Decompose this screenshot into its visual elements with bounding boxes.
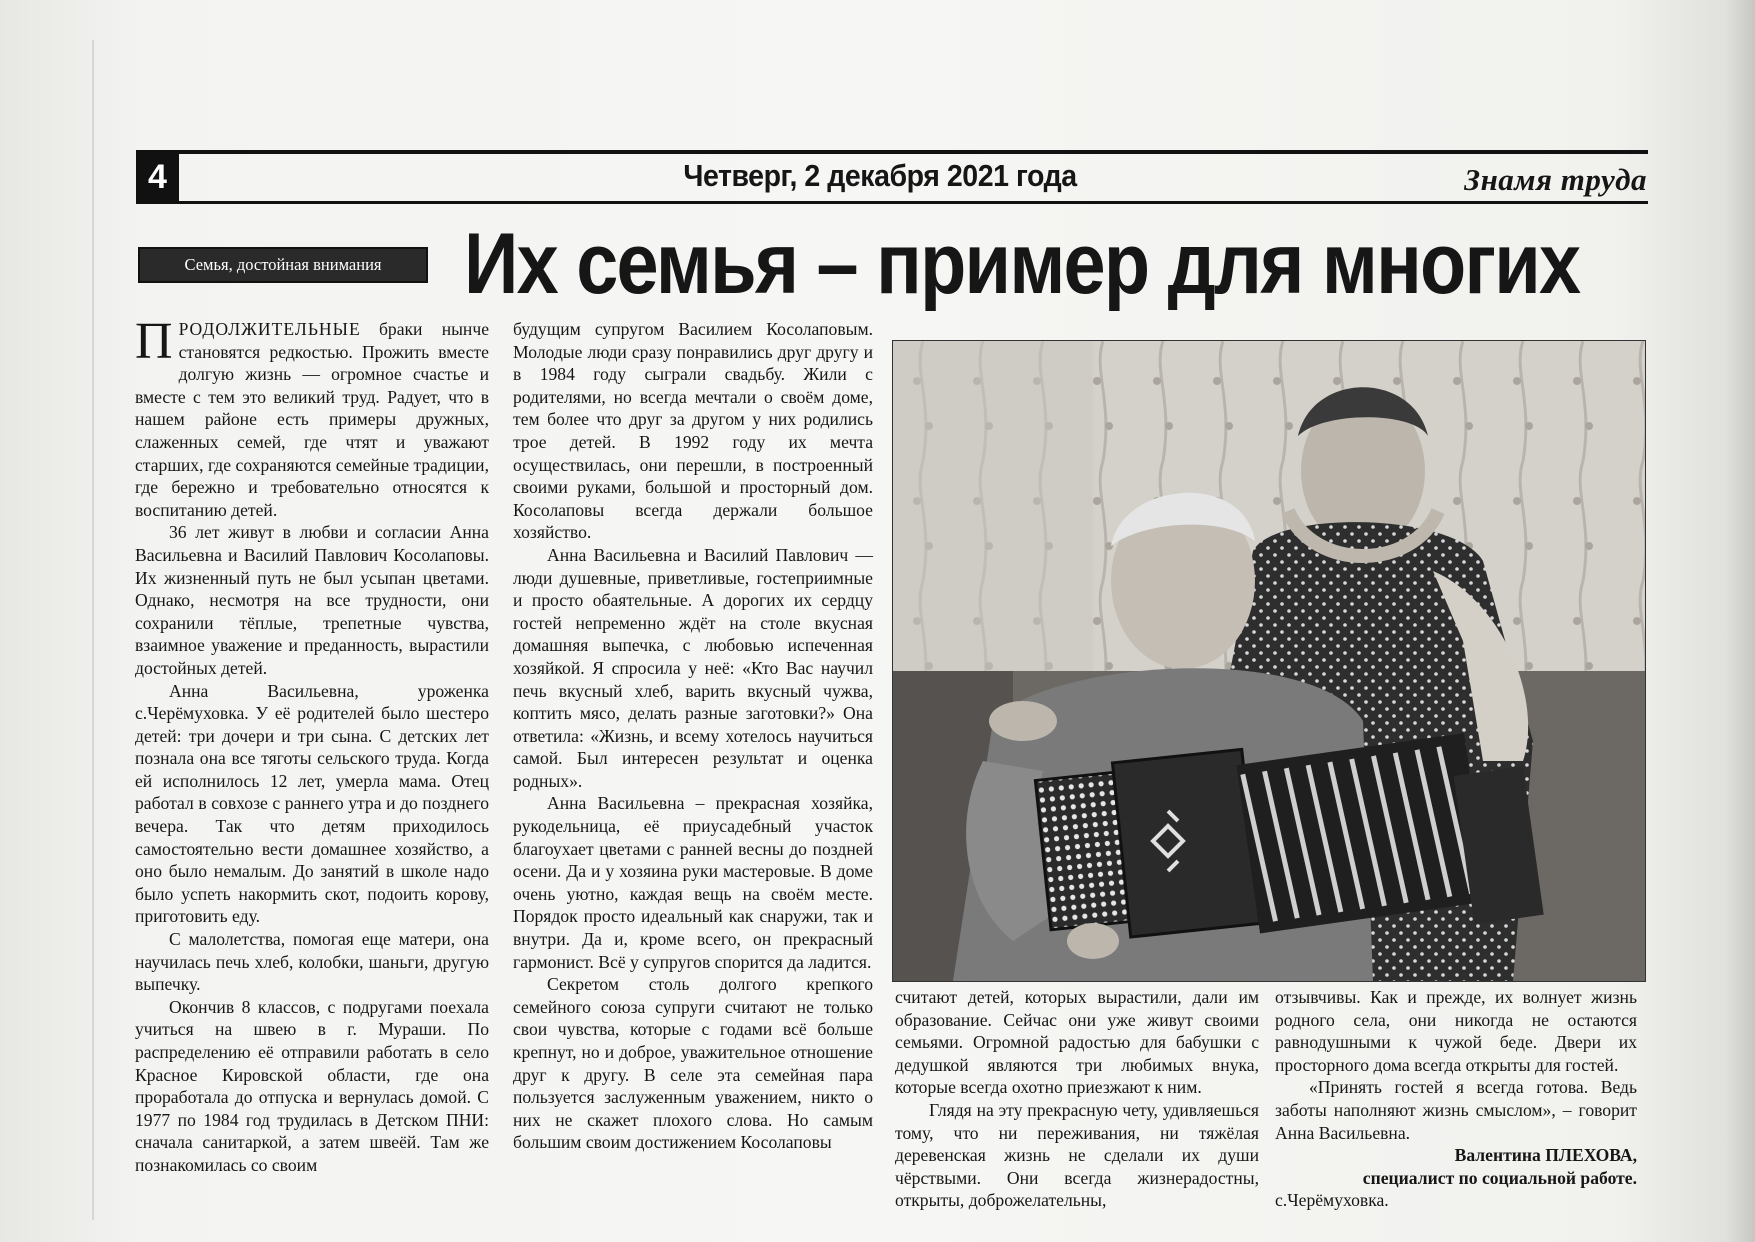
paragraph: Секретом столь долгого крепкого семейного союза супруги считают не только свои чувства, которые с годами всё больше крепнут, но и доброе, уважительное отношение друг к другу. В селе эта семейная пара пользуется заслуженным уважением, никто о них не скажет плохого слова. Но самым большим своим достижением Косолаповы bbox=[513, 974, 873, 1153]
paragraph-text: Е браки нынче становятся редкостью. Прожить вместе долгую жизнь — огромное счастье и вместе с тем это великий труд. Радует, что в нашем районе есть примеры дружных, слаженных семей, где чтят и уважают старших, где сохраняются семейные традиции, где бережно и требовательно относятся к воспитанию детей. bbox=[135, 319, 489, 520]
author-name: Валентина ПЛЕХОВА, bbox=[1454, 1145, 1637, 1166]
paragraph: 36 лет живут в любви и согласии Анна Васильевна и Василий Павлович Косолаповы. Их жизненный путь не был усыпан цветами. Однако, несмотря на все трудности, они сохранили тёплые, трепетные чувства, взаимное уважение и преданность, вырастили достойных детей. bbox=[135, 522, 489, 678]
paragraph: «Принять гостей я всегда готова. Ведь заботы наполняют жизнь смыслом», – говорит Анна Васильевна. bbox=[1275, 1077, 1637, 1143]
paragraph: будущим супругом Василием Косолаповым. Молодые люди сразу понравились друг другу и в 1984 году сыграли свадьбу. Жили с родителями, но всегда мечтали о своём доме, тем более что друг за другом у них родились трое детей. В 1992 году их мечта осуществилась, они перешли, в построенный своими руками, большой и просторный дом. Косолаповы всегда держали большое хозяйство. bbox=[513, 319, 873, 543]
paragraph bbox=[135, 313, 489, 521]
author-role: специалист по социальной работе. bbox=[1362, 1167, 1637, 1188]
article-column-3 bbox=[895, 986, 1259, 1212]
paragraph: Анна Васильевна, уроженка с.Черёмуховка. У её родителей было шестеро детей: три дочери и три сына. С детских лет познала она все тяготы сельского труда. Когда ей исполнилось 12 лет, умерла мама. Отец работал в совхозе с раннего утра и до позднего вечера. Так что детям приходилось самостоятельно вести домашнее хозяйство, а оно было немалым. До занятий в школе надо было успеть накормить скот, подоить корову, приготовить еду. bbox=[135, 680, 489, 927]
paragraph: Окончив 8 классов, с подругами поехала учиться на швею в г. Мураши. По распределению её отправили работать в село Красное Кировской области, где она проработала до отпуска и вернулась домой. С 1977 по 1984 год трудилась в Детском ПНИ: сначала санитаркой, а затем швеёй. Там же познакомилась со своим bbox=[135, 996, 489, 1175]
article-headline: Их семья – пример для многих bbox=[464, 216, 1580, 312]
page-edge-shadow bbox=[1725, 0, 1755, 1242]
article-column-1 bbox=[135, 313, 489, 1177]
article-column-2 bbox=[513, 318, 873, 1154]
drop-cap: П bbox=[135, 313, 173, 370]
paragraph: Анна Васильевна и Василий Павлович — люди душевные, приветливые, гостеприимные и просто обаятельные. А дорогих их сердцу гостей непременно ждёт на столе вкусная домашняя выпечка, с любовью испеченная хозяйкой. Я спросила у неё: «Кто Вас научил печь вкусный хлеб, варить вкусный чужва, коптить мясо, делать разные заготовки?» Она ответила: «Жизнь, и всему хотелось научиться самой. Был интересен результат и оценка родных». bbox=[513, 544, 873, 791]
issue-date: Четверг, 2 декабря 2021 года bbox=[683, 158, 1077, 193]
section-rubric: Семья, достойная внимания bbox=[138, 247, 428, 283]
paragraph: С малолетства, помогая еще матери, она научилась печь хлеб, колобки, шаньги, другую выпечку. bbox=[135, 929, 489, 995]
article-column-4 bbox=[1275, 986, 1637, 1212]
masthead-rule-top bbox=[136, 150, 1648, 154]
page-number: 4 bbox=[136, 150, 179, 204]
paragraph: Глядя на эту прекрасную чету, удивляешься тому, что ни переживания, ни тяжёлая деревенская жизнь не сделали их души чёрствыми. Они всегда жизнерадостны, открыты, доброжелательны, bbox=[895, 1099, 1259, 1211]
fold-line bbox=[92, 40, 94, 1220]
paragraph: считают детей, которых вырастили, дали им образование. Сейчас они уже живут своими семьями. Огромной радостью для бабушки с дедушкой являются три любимых внука, которые всегда охотно приезжают к ним. bbox=[895, 987, 1259, 1098]
author-place: с.Черёмуховка. bbox=[1275, 1190, 1389, 1211]
masthead-rule-bottom bbox=[136, 201, 1648, 204]
paragraph: Анна Васильевна – прекрасная хозяйка, рукодельница, её приусадебный участок благоухает цветами с ранней весны до поздней осени. Да и у хозяина руки мастеровые. В доме очень уютно, каждая вещь на своём месте. Порядок просто идеальный как снаружи, так и внутри. Да и, кроме всего, он прекрасный гармонист. Всё у супругов спорится да ладится. bbox=[513, 793, 873, 972]
photo-illustration bbox=[893, 341, 1645, 981]
newspaper-name: Знамя труда bbox=[1464, 162, 1647, 197]
paragraph: отзывчивы. Как и прежде, их волнует жизнь родного села, они никогда не остаются равнодушными к чужой беде. Двери их просторного дома всегда открыты для гостей. bbox=[1275, 987, 1637, 1075]
couple-with-accordion-photo bbox=[892, 340, 1646, 982]
lead-caps: РОДОЛЖИТЕЛЬНЫ bbox=[178, 319, 349, 339]
